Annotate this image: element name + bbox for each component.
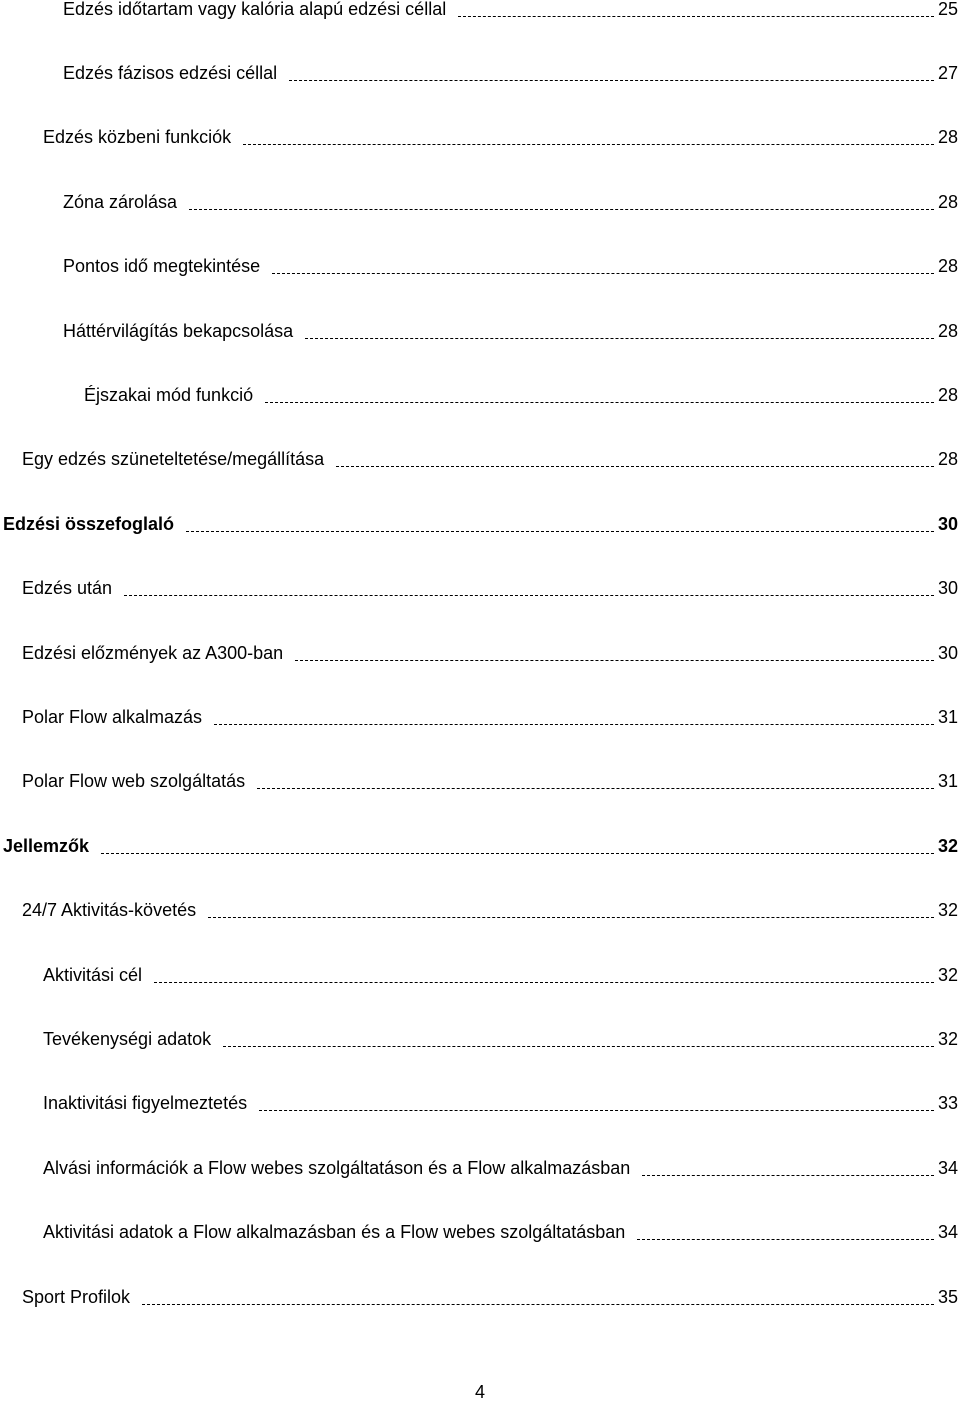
toc-entry-title: Polar Flow web szolgáltatás — [22, 771, 246, 792]
toc-leader-dots — [189, 209, 934, 210]
toc-entry-title: Aktivitási cél — [43, 964, 143, 985]
toc-entry[interactable] — [0, 59, 958, 87]
toc-entry-title: Edzés időtartam vagy kalória alapú edzési céllal — [63, 0, 447, 19]
toc-entry[interactable] — [0, 1090, 958, 1118]
toc-entry-page: 30 — [937, 513, 958, 534]
page-number: 4 — [474, 1382, 485, 1402]
toc-entry-page: 32 — [937, 900, 958, 921]
toc-entry-title: Aktivitási adatok a Flow alkalmazásban és a Flow webes szolgáltatásban — [43, 1222, 626, 1243]
toc-leader-dots — [642, 1175, 934, 1176]
toc-entry[interactable] — [0, 446, 958, 474]
toc-leader-dots — [637, 1239, 934, 1240]
toc-entry-title: Zóna zárolása — [63, 191, 178, 212]
toc-leader-dots — [259, 1110, 934, 1111]
toc-leader-dots — [124, 595, 934, 596]
toc-leader-dots — [257, 788, 934, 789]
toc-entry-title: Edzés fázisos edzési céllal — [63, 62, 278, 83]
toc-entry-page: 28 — [937, 384, 958, 405]
toc-entry-title: Éjszakai mód funkció — [84, 384, 254, 405]
toc-entry[interactable] — [0, 832, 958, 860]
toc-leader-dots — [336, 466, 934, 467]
toc-leader-dots — [458, 16, 934, 17]
toc-entry[interactable] — [0, 253, 958, 281]
toc-entry[interactable] — [0, 381, 958, 409]
toc-entry-title: Alvási információk a Flow webes szolgáltatáson és a Flow alkalmazásban — [43, 1157, 631, 1178]
toc-entry[interactable] — [0, 1219, 958, 1247]
toc-leader-dots — [154, 982, 934, 983]
toc-entry-page: 28 — [937, 320, 958, 341]
toc-entry-page: 25 — [937, 0, 958, 19]
toc-entry-page: 30 — [937, 642, 958, 663]
toc-entry-page: 28 — [937, 256, 958, 277]
toc-entry-page: 28 — [937, 191, 958, 212]
toc-entry[interactable] — [0, 961, 958, 989]
toc-entry-page: 31 — [937, 771, 958, 792]
toc-entry[interactable] — [0, 897, 958, 925]
toc-entry-title: Tevékenységi adatok — [43, 1028, 212, 1049]
toc-entry-page: 32 — [937, 835, 958, 856]
toc-leader-dots — [101, 853, 934, 854]
toc-entry-page: 32 — [937, 964, 958, 985]
toc-entry-title: 24/7 Aktivitás-követés — [22, 900, 197, 921]
toc-entry[interactable] — [0, 575, 958, 603]
toc-entry-page: 28 — [937, 127, 958, 148]
toc-entry-page: 30 — [937, 578, 958, 599]
toc-entry[interactable] — [0, 703, 958, 731]
toc-entry[interactable] — [0, 639, 958, 667]
toc-entry[interactable] — [0, 317, 958, 345]
toc-leader-dots — [272, 273, 934, 274]
toc-leader-dots — [186, 531, 934, 532]
toc-entry-page: 31 — [937, 706, 958, 727]
toc-entry-page: 33 — [937, 1093, 958, 1114]
toc-leader-dots — [223, 1046, 934, 1047]
toc-entry-page: 34 — [937, 1222, 958, 1243]
toc-entry-title: Inaktivitási figyelmeztetés — [43, 1093, 248, 1114]
toc-entry[interactable] — [0, 188, 958, 216]
toc-leader-dots — [265, 402, 934, 403]
toc-entry-title: Háttérvilágítás bekapcsolása — [63, 320, 294, 341]
toc-entry[interactable] — [0, 510, 958, 538]
toc-entry-title: Pontos idő megtekintése — [63, 256, 261, 277]
toc-entry[interactable] — [0, 1025, 958, 1053]
toc-entry-page: 34 — [937, 1157, 958, 1178]
toc-leader-dots — [214, 724, 934, 725]
toc-entry-title: Polar Flow alkalmazás — [22, 706, 203, 727]
toc-entry-title: Edzés közbeni funkciók — [43, 127, 232, 148]
toc-leader-dots — [295, 660, 934, 661]
toc-entry[interactable] — [0, 124, 958, 152]
toc-entry[interactable] — [0, 1283, 958, 1311]
toc-entry-page: 28 — [937, 449, 958, 470]
toc-entry[interactable] — [0, 768, 958, 796]
toc-entry[interactable] — [0, 1154, 958, 1182]
toc-entry-title: Sport Profilok — [22, 1286, 131, 1307]
toc-leader-dots — [243, 144, 934, 145]
toc-leader-dots — [208, 917, 934, 918]
toc-entry-title: Edzési összefoglaló — [3, 513, 175, 534]
toc-entry-title: Edzési előzmények az A300-ban — [22, 642, 284, 663]
toc-entry-title: Edzés után — [22, 578, 113, 599]
toc-leader-dots — [289, 80, 934, 81]
toc-entry-page: 35 — [937, 1286, 958, 1307]
toc-leader-dots — [305, 338, 934, 339]
toc-entry-title: Egy edzés szüneteltetése/megállítása — [22, 449, 325, 470]
toc-entry-page: 27 — [937, 62, 958, 83]
toc-leader-dots — [142, 1304, 934, 1305]
toc-entry-page: 32 — [937, 1028, 958, 1049]
toc-entry-title: Jellemzők — [3, 835, 90, 856]
toc-entry[interactable] — [0, 0, 958, 23]
